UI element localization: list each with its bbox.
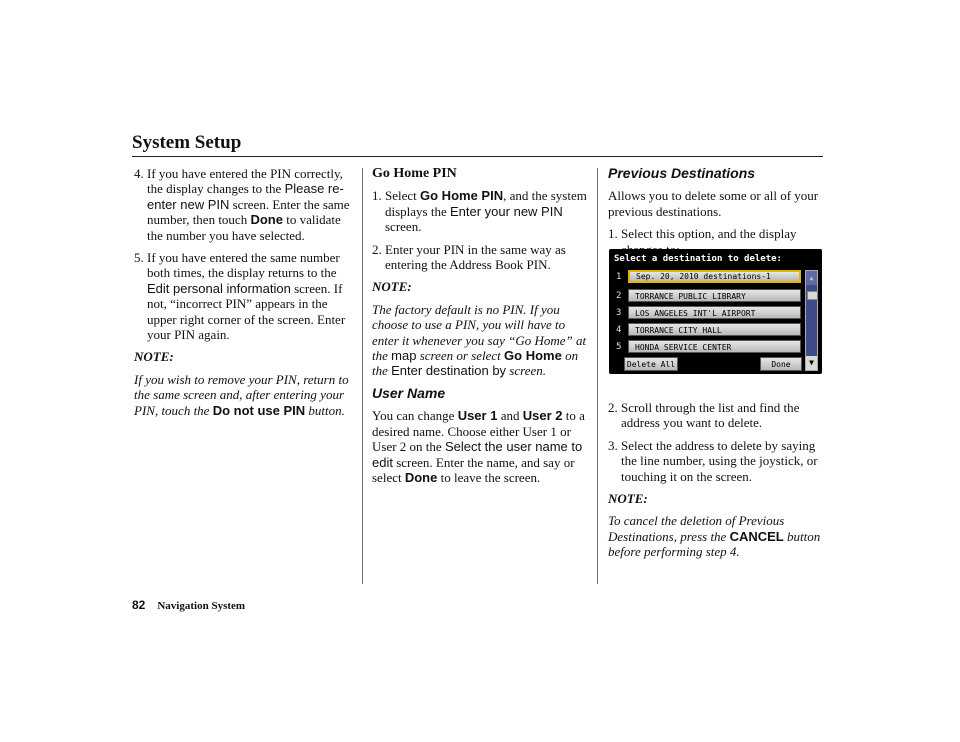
note-heading-2: NOTE: [372,279,412,295]
step-1-text-a: 1. Select [372,188,421,204]
footer-text: Navigation System [157,600,246,612]
go-home-ref: Go Home [504,348,562,364]
delete-destination-screen [609,249,822,374]
map-ref: map [391,348,417,364]
done-ref: Done [404,469,438,485]
destination-button[interactable]: TORRANCE PUBLIC LIBRARY [628,289,801,302]
cancel-button-ref: CANCEL [729,528,784,544]
screen-name-please-reenter: Please re-enter new PIN [147,181,344,212]
para-e: to a desired name. Choose either User 1 or User 2 on the [372,408,585,455]
scroll-up-icon[interactable]: ▲ [806,271,817,285]
note3-a: To cancel the deletion of Previous Destinations, press the [608,513,785,544]
previous-destinations-heading: Previous Destinations [608,165,756,181]
step-1-text-e: screen. [385,219,422,235]
step-5-text-c: screen. If not, “incorrect PIN” appears in the upper right corner of the screen. Enter your PIN again. [147,280,346,343]
para-c: and [497,408,523,424]
column-divider-1 [362,168,363,584]
enter-destination-ref: Enter destination by [391,363,507,379]
go-home-pin-heading: Go Home PIN [372,166,457,181]
go-home-step-2: 2. Enter your PIN in the same way as entering the Address Book PIN. [372,241,566,273]
page-number: 82 [132,598,146,612]
done-button-ref: Done [250,212,283,228]
destination-button[interactable]: Sep. 20, 2010 destinations-1 [628,270,801,283]
note2-e: on the [372,348,579,379]
note-text [134,372,354,418]
note-text-a: If you wish to remove your PIN, return to the same screen and, after entering your PIN, touch the [134,371,349,418]
step-4-text-c: screen. Enter the same number, then touch [147,196,350,228]
note-text-c: button. [305,402,345,418]
title-rule [132,156,823,157]
screen-name-edit-personal: Edit personal information [147,280,291,296]
screen-title: Select a destination to delete: [614,254,782,264]
user-1-ref: User 1 [457,408,498,424]
note3-c: button before performing step 4. [608,528,821,560]
row-number: 5 [616,342,622,352]
page-footer [132,598,245,612]
user-2-ref: User 2 [522,408,563,424]
para-g: screen. Enter the name, and say or select [372,454,575,485]
destination-row[interactable] [609,306,809,320]
row-number: 3 [616,308,622,318]
previous-destinations-intro: Allows you to delete some or all of your previous destinations. [608,188,819,219]
column-2 [372,166,588,492]
do-not-use-pin-ref: Do not use PIN [212,402,306,418]
destination-row[interactable] [609,270,809,284]
prev-step-3: 3. Select the address to delete by saying the line number, using the joystick, or touching it on the screen. [608,437,818,484]
user-name-paragraph [372,408,588,485]
user-name-heading: User Name [372,384,446,401]
page-title: System Setup [132,132,242,153]
go-home-step-1 [372,188,588,234]
scrollbar[interactable] [805,270,818,371]
destination-button[interactable]: TORRANCE CITY HALL [628,323,801,336]
row-number: 2 [616,291,622,301]
step-5 [134,250,354,342]
note-heading: NOTE: [134,349,174,365]
done-button[interactable]: Done [760,357,802,371]
row-number: 1 [616,272,622,282]
step-4-text-e: to validate the number you have selected. [147,212,341,243]
destination-button[interactable]: HONDA SERVICE CENTER [628,340,801,353]
note2-c: screen or select [416,348,505,364]
step-4 [134,166,354,243]
para-a: You can change [372,408,458,424]
go-home-pin-ref: Go Home PIN [420,188,504,204]
destination-button[interactable]: LOS ANGELES INT'L AIRPORT [628,306,801,319]
row-number: 4 [616,325,622,335]
column-1 [134,166,354,425]
note2-g: screen. [506,363,546,379]
step-1-text-c: , and the system displays the [385,188,587,219]
scroll-down-icon[interactable]: ▼ [806,356,817,370]
note-text-2 [372,302,588,379]
delete-all-button[interactable]: Delete All [624,357,678,371]
para-i: to leave the screen. [437,469,541,485]
step-5-text-a: 5. If you have entered the same number both times, the display returns to the [134,250,340,281]
destination-row[interactable] [609,340,809,354]
note-heading-3: NOTE: [608,491,648,507]
scroll-thumb[interactable] [807,291,818,300]
note2-a: The factory default is no PIN. If you choose to use a PIN, you will have to enter it whenever you say “Go Home” at the [372,301,587,364]
destination-row[interactable] [609,289,809,303]
step-4-text-a: 4. If you have entered the PIN correctly, the display changes to the [134,166,343,197]
column-divider-2 [597,168,598,584]
prev-step-1: 1. Select this option, and the display [608,226,797,242]
note-text-3 [608,513,824,559]
prev-step-2: 2. Scroll through the list and find the address you want to delete. [608,400,800,431]
select-user-name-ref: Select the user name to edit [372,439,583,470]
destination-row[interactable] [609,323,809,337]
enter-new-pin-ref: Enter your new PIN [450,203,563,219]
